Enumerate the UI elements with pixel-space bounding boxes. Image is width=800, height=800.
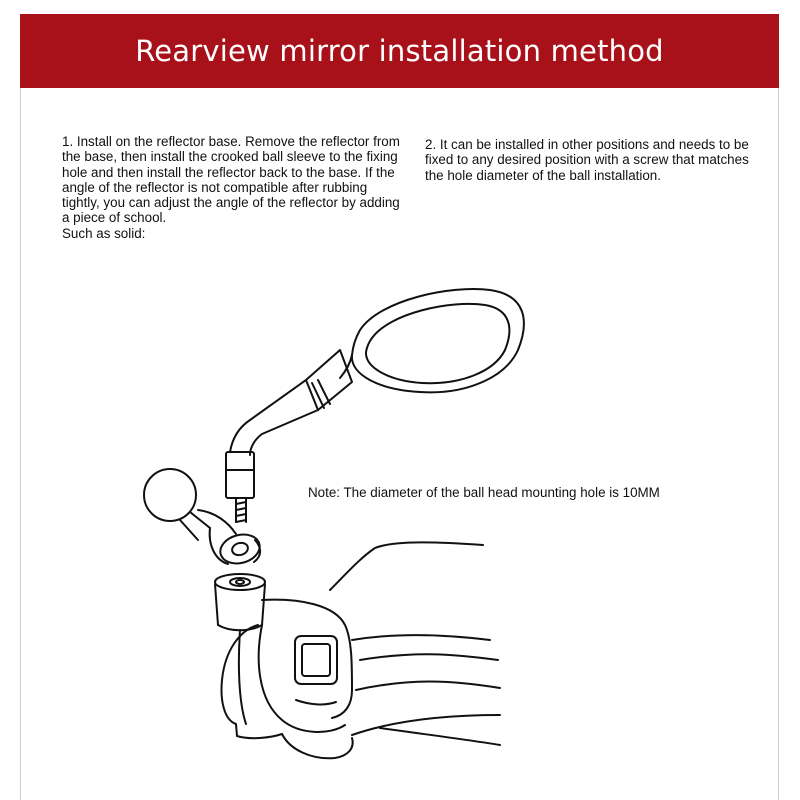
step-1-text: 1. Install on the reflector base. Remove the reflector from the base, then install the crooked ball sleeve to the fixing hole and then install the reflector back to the base. If the angle of the reflector is not compatible after rubbing tightly, you can adjust the angle of the reflector by adding a piece of school. bbox=[62, 134, 400, 226]
handlebar-switch-icon bbox=[222, 542, 500, 758]
illustration-note: Note: The diameter of the ball head mounting hole is 10MM bbox=[308, 485, 660, 500]
page-title: Rearview mirror installation method bbox=[135, 34, 664, 68]
mirror-neck-icon bbox=[230, 350, 352, 455]
bolt-icon bbox=[226, 452, 254, 522]
step-1-extra: Such as solid: bbox=[62, 225, 146, 241]
mirror-head-icon bbox=[340, 289, 524, 392]
handlebar-clamp-icon bbox=[215, 574, 265, 630]
step-2-text: 2. It can be installed in other positions and needs to be fixed to any desired position with a screw that matches the hole diameter of the ball installation. bbox=[425, 137, 749, 183]
